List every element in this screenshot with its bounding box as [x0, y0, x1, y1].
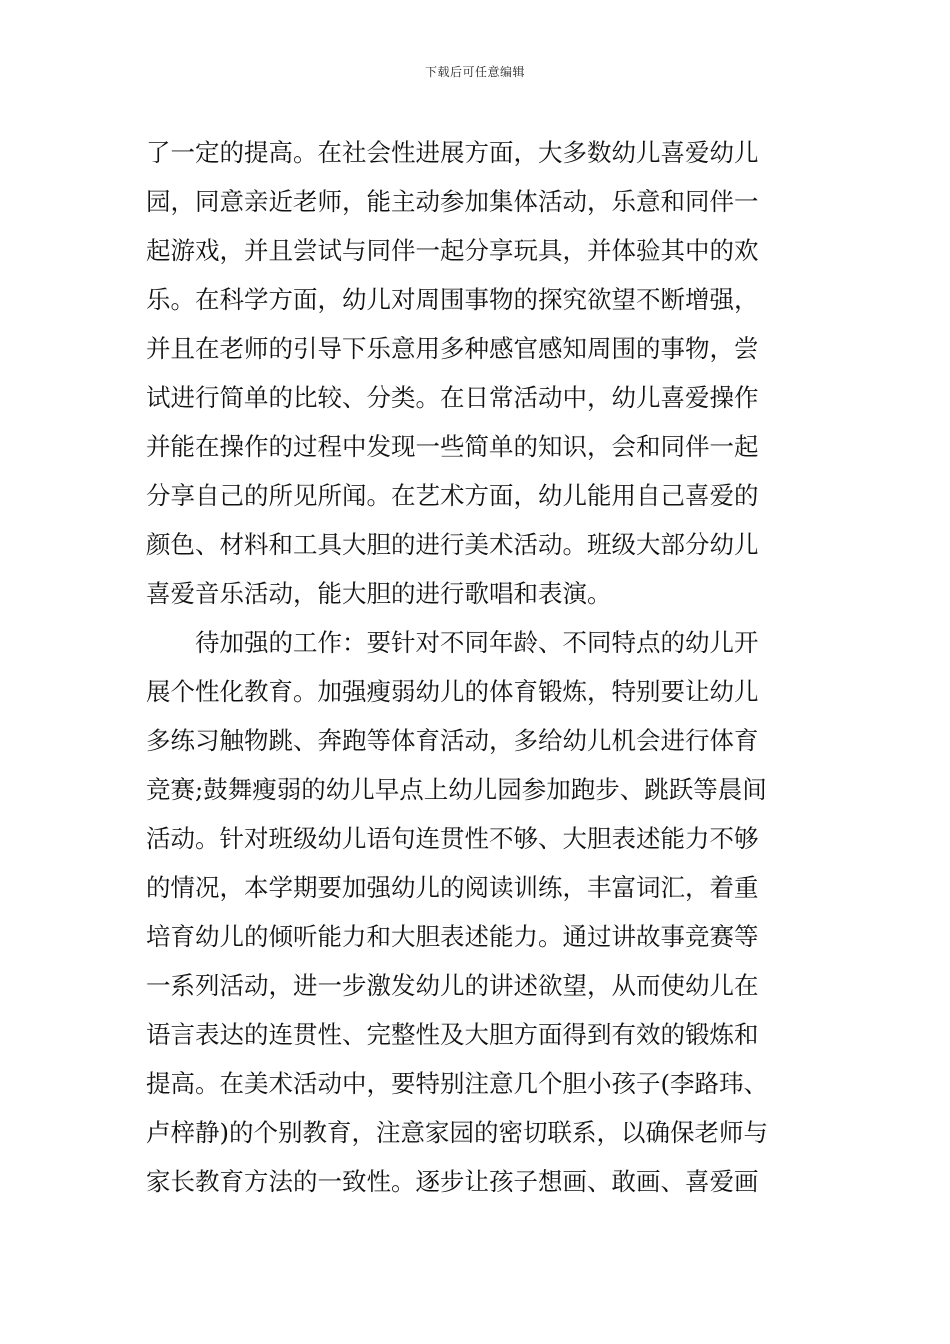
text-line: 展个性化教育。加强瘦弱幼儿的体育锻炼，特别要让幼儿 [146, 677, 759, 706]
text-line: 起游戏，并且尝试与同伴一起分享玩具，并体验其中的欢 [146, 236, 759, 265]
text-line: 并且在老师的引导下乐意用多种感官感知周围的事物，尝 [146, 334, 759, 363]
text-line: 竞赛;鼓舞瘦弱的幼儿早点上幼儿园参加跑步、跳跃等晨间 [146, 775, 767, 804]
text-line: 园，同意亲近老师，能主动参加集体活动，乐意和同伴一 [146, 187, 759, 216]
text-line: 卢梓静)的个别教育，注意家园的密切联系，以确保老师与 [146, 1118, 769, 1147]
text-line: 乐。在科学方面，幼儿对周围事物的探究欲望不断增强， [146, 285, 759, 314]
text-line: 了一定的提高。在社会性进展方面，大多数幼儿喜爱幼儿 [146, 138, 759, 167]
body-text [146, 128, 806, 1206]
text-line: 颜色、材料和工具大胆的进行美术活动。班级大部分幼儿 [146, 530, 759, 559]
text-line: 的情况，本学期要加强幼儿的阅读训练，丰富词汇，着重 [146, 873, 759, 902]
text-line: 并能在操作的过程中发现一些简单的知识，会和同伴一起 [146, 432, 759, 461]
text-line: 喜爱音乐活动，能大胆的进行歌唱和表演。 [146, 579, 612, 608]
text-line: 待加强的工作：要针对不同年龄、不同特点的幼儿开 [146, 628, 759, 657]
text-line: 试进行简单的比较、分类。在日常活动中，幼儿喜爱操作 [146, 383, 759, 412]
text-line: 一系列活动，进一步激发幼儿的讲述欲望，从而使幼儿在 [146, 971, 759, 1000]
text-line: 多练习触物跳、奔跑等体育活动，多给幼儿机会进行体育 [146, 726, 759, 755]
text-line: 活动。针对班级幼儿语句连贯性不够、大胆表述能力不够 [146, 824, 759, 853]
text-line: 培育幼儿的倾听能力和大胆表述能力。通过讲故事竞赛等 [146, 922, 759, 951]
page-header: 下载后可任意编辑 [424, 65, 525, 79]
text-line: 分享自己的所见所闻。在艺术方面，幼儿能用自己喜爱的 [146, 481, 759, 510]
text-line: 家长教育方法的一致性。逐步让孩子想画、敢画、喜爱画 [146, 1167, 759, 1196]
text-line: 语言表达的连贯性、完整性及大胆方面得到有效的锻炼和 [146, 1020, 759, 1049]
text-line: 提高。在美术活动中，要特别注意几个胆小孩子(李路玮、 [146, 1069, 769, 1098]
